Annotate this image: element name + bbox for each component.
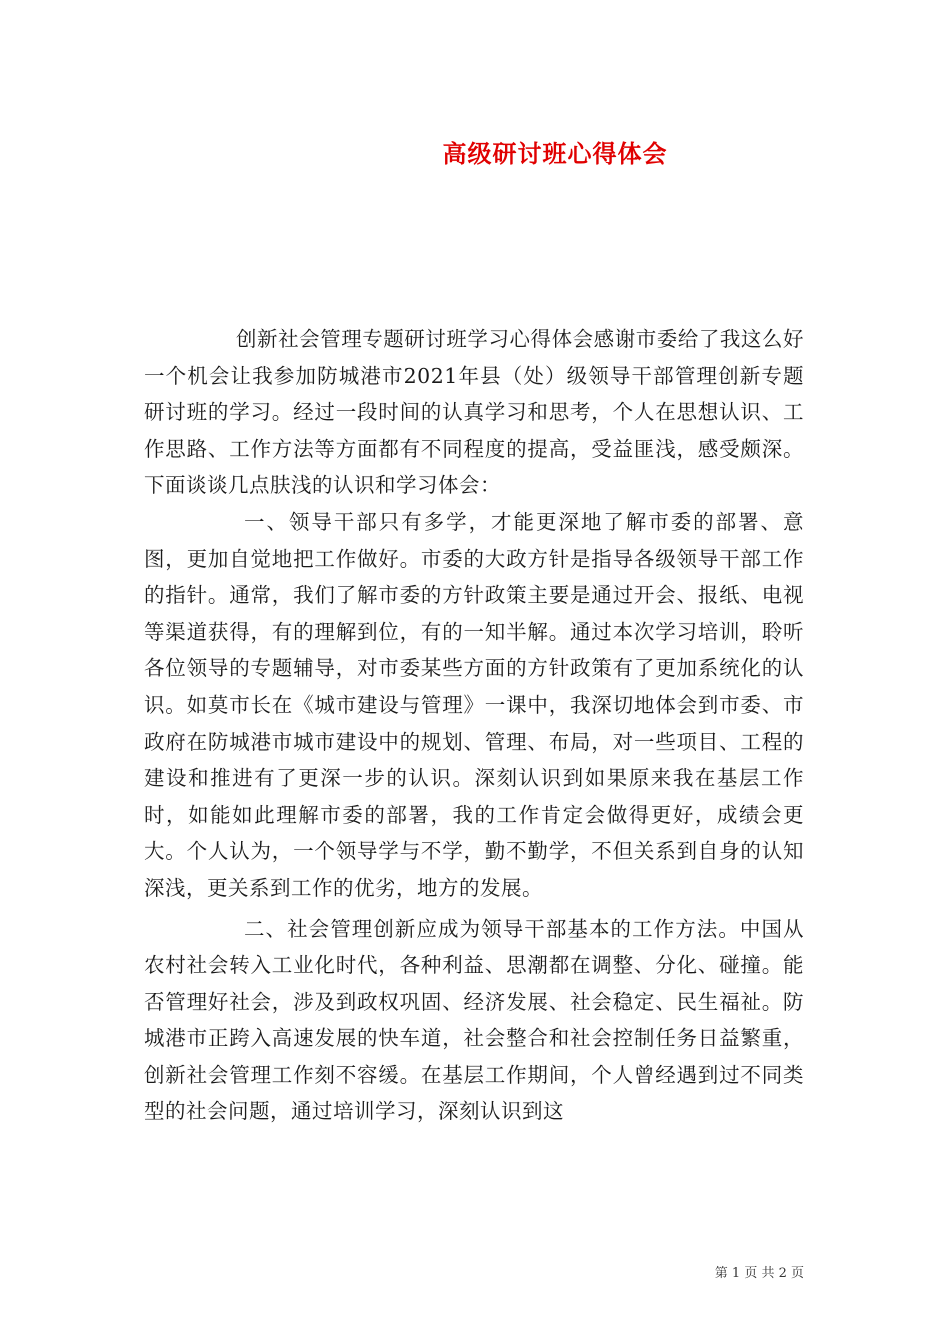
- paragraph-point-one: 一、领导干部只有多学，才能更深地了解市委的部署、意图，更加自觉地把工作做好。市委的大政方针是指导各级领导干部工作的指针。通常，我们了解市委的方针政策主要是通过开会、报纸、电视等渠道获得，有的理解到位，有的一知半解。通过本次学习培训，聆听各位领导的专题辅导，对市委某些方面的方针政策有了更加系统化的认识。如莫市长在《城市建设与管理》一课中，我深切地体会到市委、市政府在防城港市城市建设中的规划、管理、布局，对一些项目、工程的建设和推进有了更深一步的认识。深刻认识到如果原来我在基层工作时，如能如此理解市委的部署，我的工作肯定会做得更好，成绩会更大。个人认为，一个领导学与不学，勤不勤学，不但关系到自身的认知深浅，更关系到工作的优劣，地方的发展。: [144, 509, 804, 900]
- paragraph-intro: 创新社会管理专题研讨班学习心得体会感谢市委给了我这么好一个机会让我参加防城港市2021年县（处）级领导干部管理创新专题研讨班的学习。经过一段时间的认真学习和思考，个人在思想认识、工作思路、工作方法等方面都有不同程度的提高，受益匪浅，感受颇深。下面谈谈几点肤浅的认识和学习体会：: [144, 327, 804, 498]
- document-body: [144, 321, 804, 1130]
- page-number-footer: 第 1 页 共 2 页: [714, 1266, 804, 1281]
- document-title: 高级研讨班心得体会: [442, 139, 668, 168]
- paragraph-point-two: 二、社会管理创新应成为领导干部基本的工作方法。中国从农村社会转入工业化时代，各种利益、思潮都在调整、分化、碰撞。能否管理好社会，涉及到政权巩固、经济发展、社会稳定、民生福祉。防城港市正跨入高速发展的快车道，社会整合和社会控制任务日益繁重，创新社会管理工作刻不容缓。在基层工作期间，个人曾经遇到过不同类型的社会问题，通过培训学习，深刻认识到这: [144, 916, 804, 1124]
